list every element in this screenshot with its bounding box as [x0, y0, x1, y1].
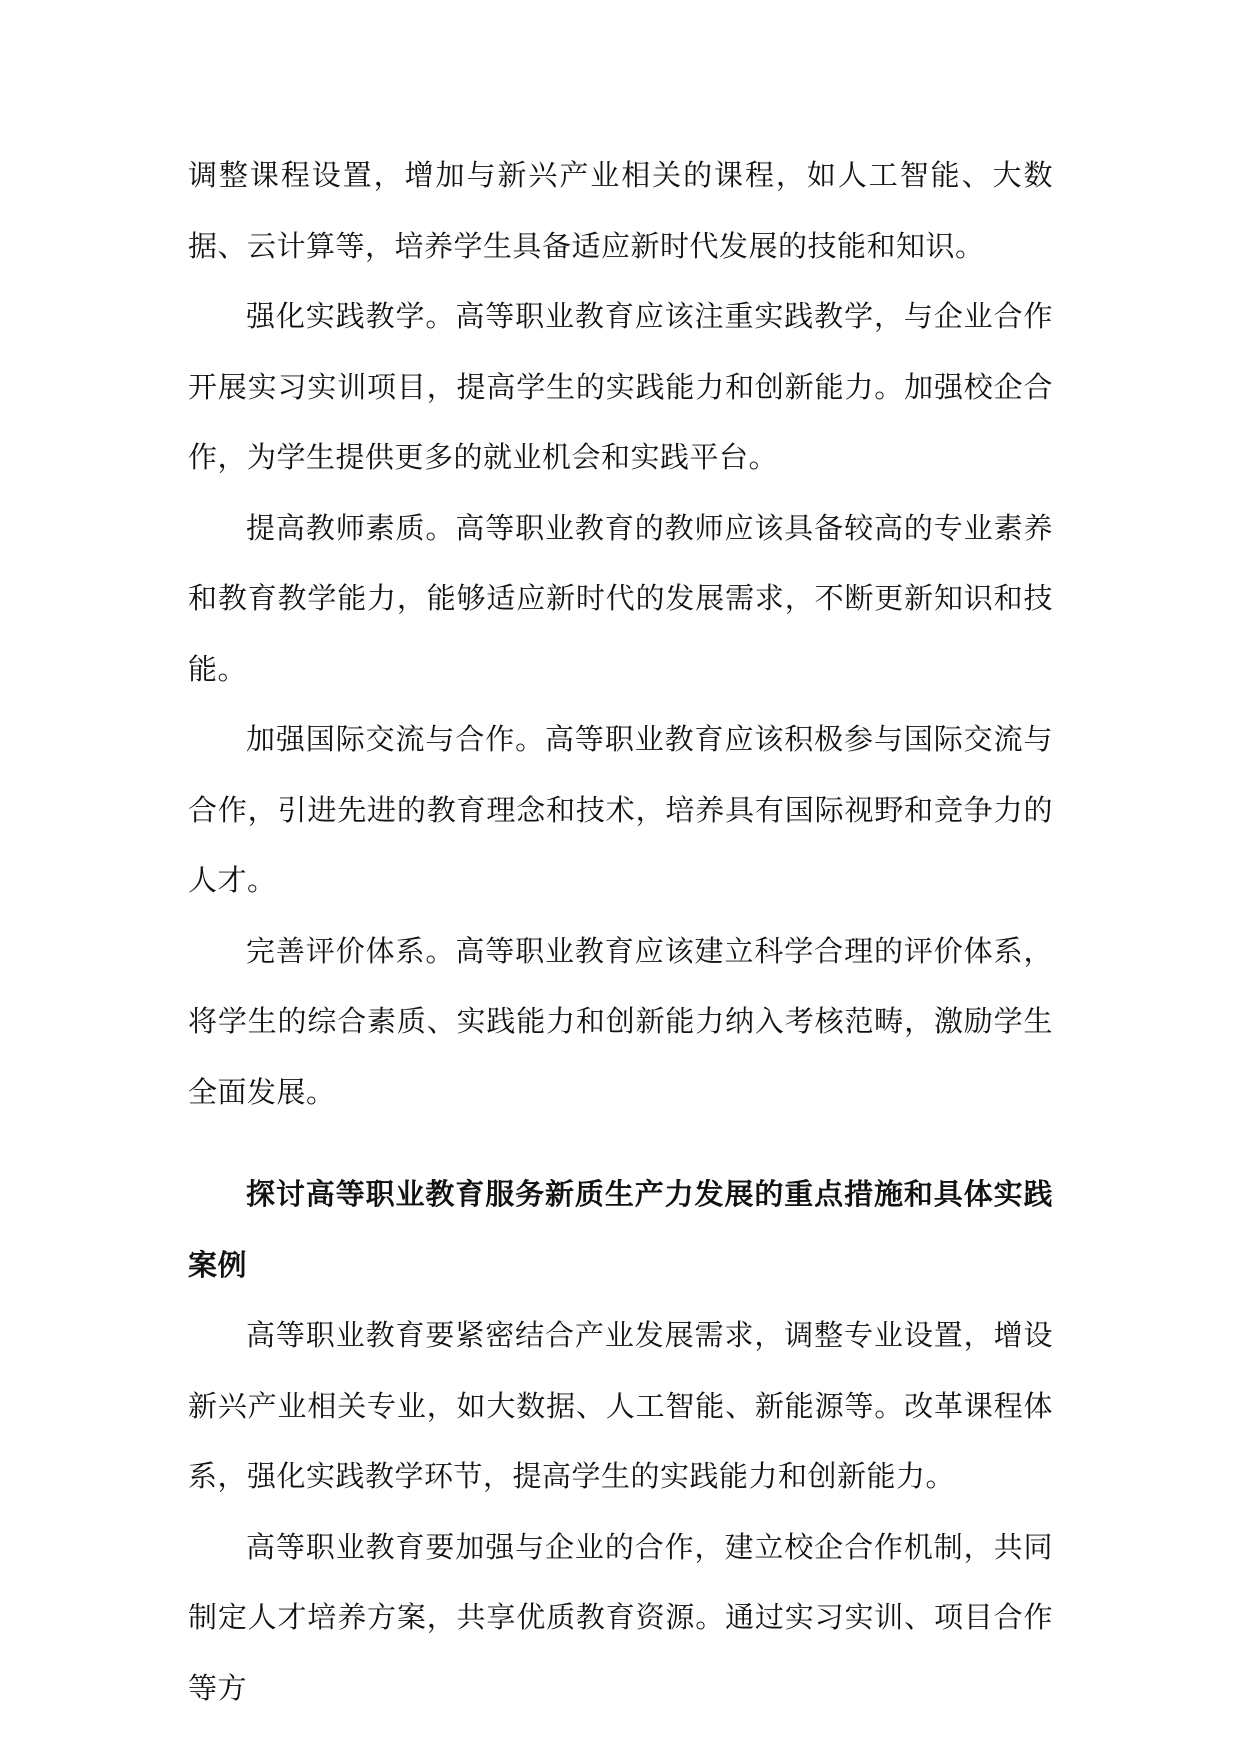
paragraph-industry-demand: 高等职业教育要紧密结合产业发展需求，调整专业设置，增设新兴产业相关专业，如大数据、人工智能、新能源等。改革课程体系，强化实践教学环节，提高学生的实践能力和创新能力。: [188, 1318, 1053, 1493]
paragraph-practice-teaching: 强化实践教学。高等职业教育应该注重实践教学，与企业合作开展实习实训项目，提高学生的实践能力和创新能力。加强校企合作，为学生提供更多的就业机会和实践平台。: [188, 299, 1053, 474]
paragraph-teacher-quality: 提高教师素质。高等职业教育的教师应该具备较高的专业素养和教育教学能力，能够适应新时代的发展需求，不断更新知识和技能。: [188, 510, 1053, 686]
paragraph-international-cooperation: 加强国际交流与合作。高等职业教育应该积极参与国际交流与合作，引进先进的教育理念和技术，培养具有国际视野和竞争力的人才。: [188, 722, 1053, 897]
section-heading: 探讨高等职业教育服务新质生产力发展的重点措施和具体实践案例: [188, 1177, 1053, 1282]
paragraph-evaluation-system: 完善评价体系。高等职业教育应该建立科学合理的评价体系，将学生的综合素质、实践能力和创新能力纳入考核范畴，激励学生全面发展。: [188, 933, 1053, 1109]
document-body: [188, 140, 1053, 1723]
paragraph-school-enterprise: 高等职业教育要加强与企业的合作，建立校企合作机制，共同制定人才培养方案，共享优质教育资源。通过实习实训、项目合作等方: [188, 1529, 1053, 1705]
paragraph-course-setting: 调整课程设置，增加与新兴产业相关的课程，如人工智能、大数据、云计算等，培养学生具备适应新时代发展的技能和知识。: [188, 158, 1053, 263]
